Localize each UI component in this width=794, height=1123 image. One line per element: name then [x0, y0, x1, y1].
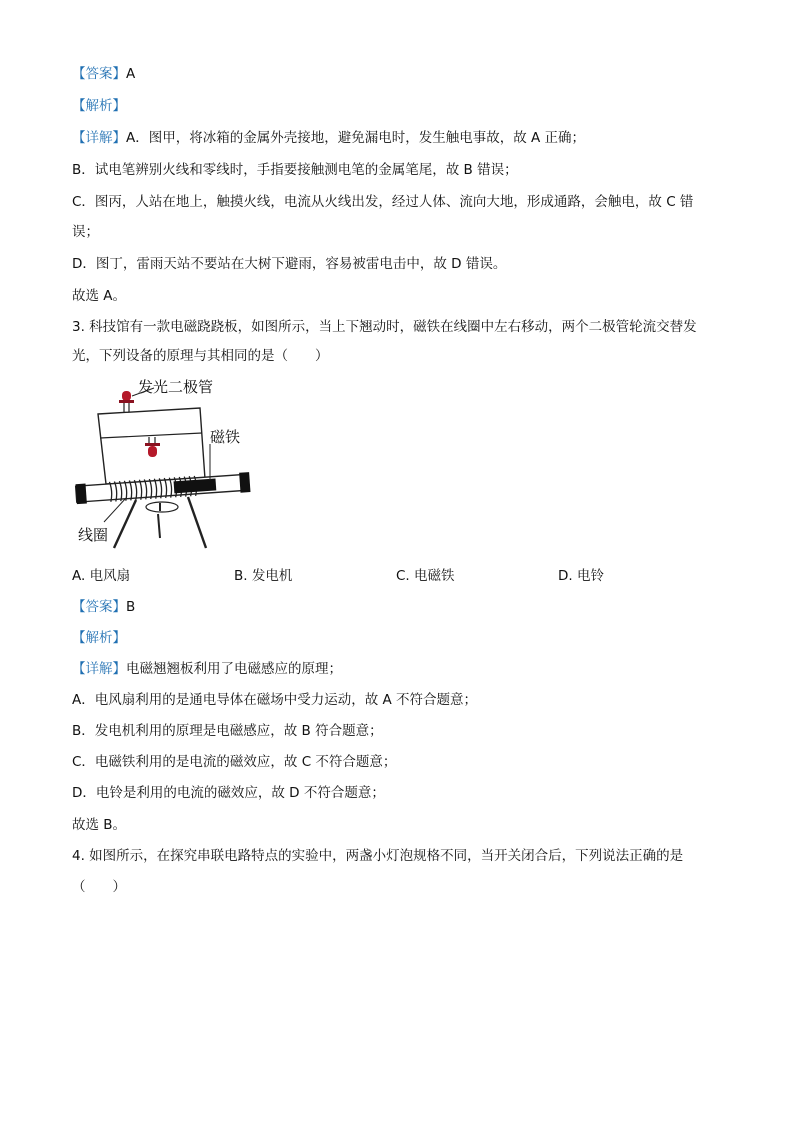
stand-leg	[188, 497, 206, 548]
analysis-tag: 【解析】	[72, 630, 126, 646]
detail-line-q3	[72, 659, 342, 679]
question-stem-q3: 3. 科技馆有一款电磁跷跷板，如图所示，当上下翘动时，磁铁在线圈中左右移动，两个二极管轮流交替发	[72, 319, 697, 335]
stand-leg	[158, 514, 160, 538]
detail-text: B．发电机利用的原理是电磁感应，故 B 符合题意；	[72, 723, 383, 739]
conclusion: 故选 B。	[72, 817, 127, 833]
magnet-label: 磁铁	[210, 428, 241, 446]
analysis-tag: 【解析】	[72, 98, 126, 114]
seesaw-figure	[70, 376, 260, 560]
detail-text: C．图丙，人站在地上，触摸火线，电流从火线出发，经过人体、流向大地，形成通路，会触电，故 C 错	[72, 194, 694, 210]
label-pointer	[104, 498, 126, 522]
detail-text: D．电铃是利用的电流的磁效应，故 D 不符合题意；	[72, 785, 385, 801]
detail-text: A．图甲，将冰箱的金属外壳接地，避免漏电时，发生触电事故，故 A 正确；	[126, 130, 586, 146]
detail-tag: 【详解】	[72, 661, 126, 677]
option-c: C. 电磁铁	[396, 568, 455, 584]
answer-line-q2	[72, 64, 135, 84]
conclusion: 故选 A。	[72, 288, 127, 304]
option-a: A. 电风扇	[72, 568, 131, 584]
detail-tag: 【详解】	[72, 130, 126, 146]
question-stem-q3: 光，下列设备的原理与其相同的是（ ）	[72, 348, 329, 364]
detail-text: A．电风扇利用的是通电导体在磁场中受力运动，故 A 不符合题意；	[72, 692, 478, 708]
answer-tag: 【答案】	[72, 66, 126, 82]
answer-value: A	[126, 66, 136, 82]
answer-tag: 【答案】	[72, 599, 126, 615]
question-stem-q4: （ ）	[72, 879, 126, 895]
coil-label: 线圈	[78, 526, 109, 544]
option-b: B. 发电机	[234, 568, 293, 584]
detail-text: D．图丁，雷雨天站不要站在大树下避雨，容易被雷电击中，故 D 错误。	[72, 256, 507, 272]
question-stem-q4: 4. 如图所示，在探究串联电路特点的实验中，两盏小灯泡规格不同，当开关闭合后，下列说法正确的是	[72, 848, 684, 864]
analysis-line-q2	[72, 96, 126, 116]
answer-value: B	[126, 599, 136, 615]
led-label: 发光二极管	[138, 378, 214, 396]
analysis-line-q3	[72, 628, 126, 648]
answer-line-q3	[72, 597, 135, 617]
pivot-icon	[146, 502, 178, 512]
option-d: D. 电铃	[558, 568, 604, 584]
detail-text: C．电磁铁利用的是电流的磁效应，故 C 不符合题意；	[72, 754, 397, 770]
led-top-icon	[119, 391, 134, 414]
detail-text: 误；	[72, 224, 99, 240]
detail-text: B．试电笔辨别火线和零线时，手指要接触测电笔的金属笔尾，故 B 错误；	[72, 162, 518, 178]
detail-line-q2	[72, 128, 585, 148]
detail-text: 电磁翘翘板利用了电磁感应的原理；	[126, 661, 342, 677]
